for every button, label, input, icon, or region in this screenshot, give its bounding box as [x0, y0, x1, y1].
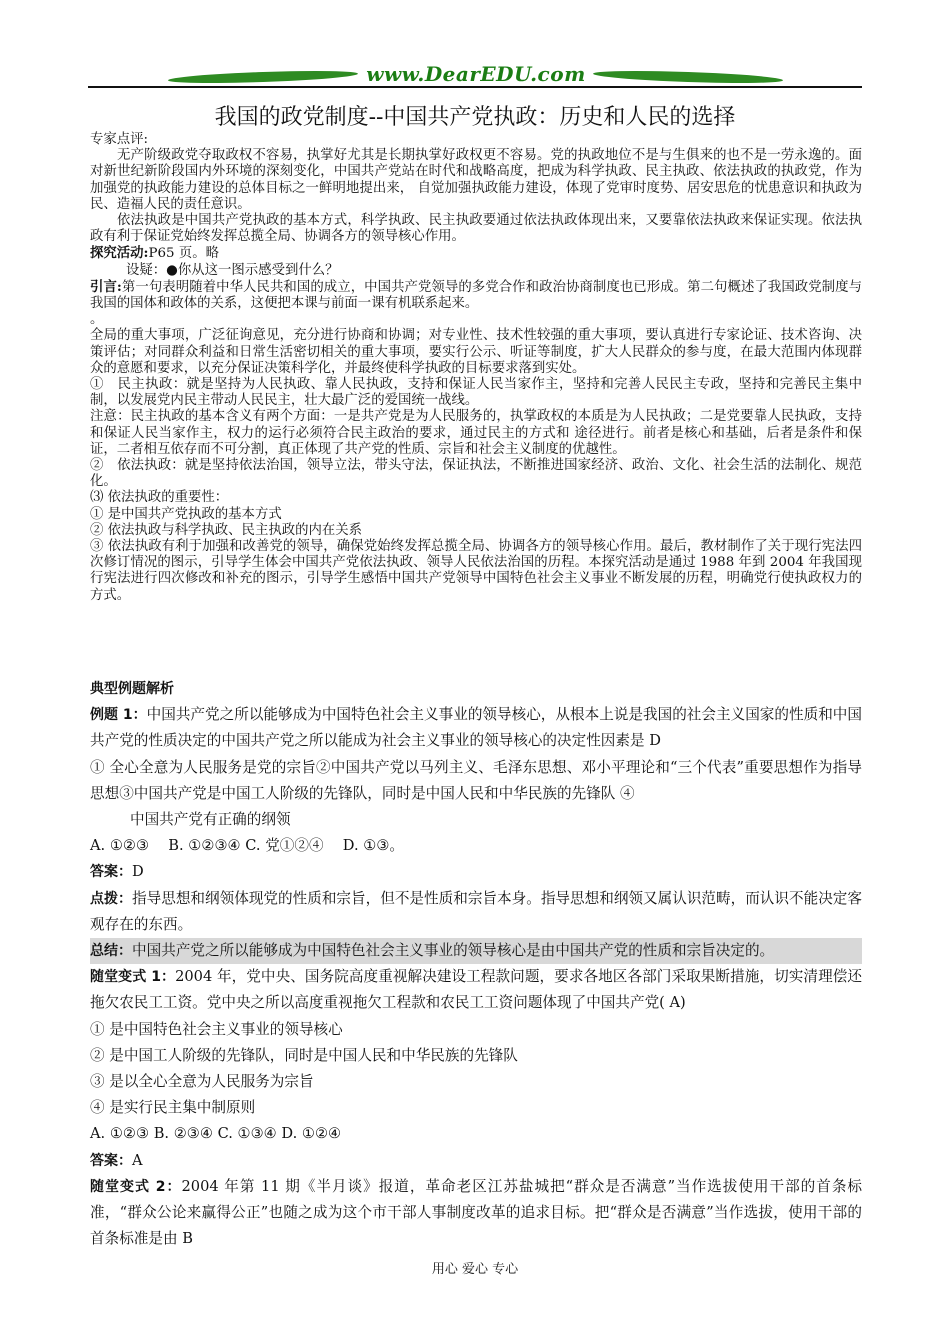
variant2-stem-text: 2004 年第 11 期《半月谈》报道，革命老区江苏盐城把“群众是否满意”当作选拔使用干部的首条标准，“群众公论来赢得公正”也随之成为这个市干部人事制度改革的追求目标。把“群众是否满意”当作选拔，使用干部的首条标准是由 B — [90, 1177, 862, 1248]
importance-item: ③ 依法执政有利于加强和改善党的领导，确保党始终发挥总揽全局、协调各方的领导核心作用。最后，教材制作了关于现行宪法四次修订情况的图示，引导学生体会中国共产党依法执政、领导人民依法治国的历程。本探究活动是通过 1988 年到 2004 年我国现行宪法进行四次修改和补充的图示，引导学生感悟中国共产党领导中国特色社会主义事业不断发展的历程，明确党行使执政权力的方式。 — [90, 539, 862, 603]
site-logo[interactable]: www.DearEDU.com — [366, 62, 586, 86]
activity-text: P65 页。略 — [148, 246, 219, 262]
intro-label: 引言: — [90, 278, 122, 295]
intro-text: 第一句表明随着中华人民共和国的成立，中国共产党领导的多党合作和政治协商制度也已形成。第二句概述了我国政党制度与我国的国体和政体的关系，这便把本课与前面一课有机联系起来。 — [90, 279, 862, 312]
expert-paragraph-1: 无产阶级政党夺取政权不容易，执掌好尤其是长期执掌好政权更不容易。党的执政地位不是与生俱来的也不是一劳永逸的。面对新世纪新阶段国内外环境的深刻变化，中国共产党站在时代和战略高度，把成为科学执政、民主执政、依法执政的执政党，作为加强党的执政能力建设的总体目标之一鲜明地提出来， 自觉加强执政能力建设，体现了党审时度势、居安思危的忧患意识和执政为民、造福人民的责任意识。 — [90, 148, 862, 212]
example1-stem-text: 中国共产党之所以能够成为中国特色社会主义事业的领导核心，从根本上说是我国的社会主义国家的性质和中国共产党的性质决定的中国共产党之所以能成为社会主义事业的领导核心的决定性因素是 D — [90, 706, 862, 750]
example1-answer-label: 答案： — [90, 864, 132, 881]
example1-label: 例题 1： — [90, 707, 147, 724]
header-swoosh-left — [168, 69, 358, 86]
example1-choices: A. ①②③ B. ①②③④ C. 党①②④ D. ①③。 — [90, 837, 405, 855]
page-title: 我国的政党制度--中国共产党执政：历史和人民的选择 — [214, 105, 736, 130]
example1-tip-label: 点拨： — [90, 890, 133, 907]
document-lower-body — [90, 676, 862, 1252]
variant1-answer-value: A — [132, 1151, 143, 1169]
example1-tip — [90, 886, 862, 938]
variant1-answer — [90, 1148, 862, 1174]
example1-summary — [90, 938, 862, 964]
site-header — [88, 60, 862, 90]
variant1-item: ① 是中国特色社会主义事业的领导核心 — [90, 1020, 343, 1038]
note-paragraph: 注意：民主执政的基本含义有两个方面：一是共产党是为人民服务的，执掌政权的本质是为人民执政；二是党要靠人民执政，支持和保证人民当家作主，权力的运行必须符合民主政治的要求，通过民主的方式和 途径进行。前者是核心和基础，后者是条件和保证，二者相互依存而不可分割，真正体现了共产党的性质、宗旨和社会主义制度的优越性。 — [90, 409, 862, 457]
variant1-item: ② 是中国工人阶级的先锋队，同时是中国人民和中华民族的先锋队 — [90, 1046, 518, 1064]
democratic-paragraph: ① 民主执政：就是坚持为人民执政、靠人民执政，支持和保证人民当家作主，坚持和完善人民民主专政，坚持和完善民主集中制，以发展党内民主带动人民民主，壮大最广泛的爱国统一战线。 — [90, 377, 862, 409]
example1-tip-text: 指导思想和纲领体现党的性质和宗旨，但不是性质和宗旨本身。指导思想和纲领又属认识范畴，而认识不能决定客观存在的东西。 — [90, 889, 863, 933]
header-swoosh-right — [593, 69, 783, 86]
importance-item: ① 是中国共产党执政的基本方式 — [90, 506, 282, 522]
page-footer: 用心 爱心 专心 — [431, 1262, 519, 1277]
example1-stem — [90, 702, 862, 754]
question-line: 设疑：●你从这一图示感受到什么？ — [126, 262, 339, 278]
example1-options: ① 全心全意为人民服务是党的宗旨②中国共产党以马列主义、毛泽东思想、邓小平理论和“三个代表”重要思想作为指导思想③中国共产党是中国工人阶级的先锋队，同时是中国人民和中华民族的先锋队 ④ — [90, 758, 862, 802]
activity-line — [90, 245, 862, 262]
example1-summary-text: 中国共产党之所以能够成为中国特色社会主义事业的领导核心是由中国共产党的性质和宗旨决定的。 — [132, 942, 775, 960]
variant1-item: ③ 是以全心全意为人民服务为宗旨 — [90, 1073, 314, 1091]
variant1-stem-text: 2004 年，党中央、国务院高度重视解决建设工程款问题，要求各地区各部门采取果断措施，切实清理偿还拖欠农民工工资。党中央之所以高度重视拖欠工程款和农民工工资问题体现了中国共产党( A) — [90, 968, 862, 1012]
document-upper-body — [90, 132, 862, 604]
section-heading: 典型例题解析 — [90, 681, 174, 697]
variant1-item: ④ 是实行民主集中制原则 — [90, 1099, 256, 1117]
intro-paragraph — [90, 279, 862, 312]
decision-paragraph: 全局的重大事项，广泛征询意见，充分进行协商和协调；对专业性、技术性较强的重大事项，要认真进行专家论证、技术咨询、决策评估；对同群众利益和日常生活密切相关的重大事项，要实行公示、听证等制度，扩大人民群众的参与度，在最大范围内体现群众的意愿和要求，以充分保证决策科学化，并最终使科学执政的目标要求落到实处。 — [90, 328, 862, 376]
example1-options-cont: 中国共产党有正确的纲领 — [130, 811, 291, 829]
variant1-stem — [90, 964, 862, 1016]
variant1-label: 随堂变式 1： — [90, 969, 176, 986]
variant1-choices: A. ①②③ B. ②③④ C. ①③④ D. ①②④ — [90, 1125, 342, 1143]
header-rule — [88, 86, 862, 88]
example1-answer-value: D — [132, 863, 144, 881]
dot-line: 。 — [90, 312, 104, 328]
importance-heading: ⑶ 依法执政的重要性： — [90, 490, 229, 506]
lawful-paragraph: ② 依法执政：就是坚持依法治国，领导立法，带头守法，保证执法，不断推进国家经济、政治、文化、社会生活的法制化、规范化。 — [90, 458, 862, 490]
variant1-answer-label: 答案： — [90, 1152, 132, 1169]
expert-heading: 专家点评: — [90, 132, 149, 147]
variant2-label: 随堂变式 2： — [90, 1178, 182, 1195]
importance-item: ② 依法执政与科学执政、民主执政的内在关系 — [90, 522, 363, 538]
example1-summary-label: 总结： — [90, 943, 132, 960]
activity-label: 探究活动: — [90, 245, 149, 262]
expert-paragraph-2: 依法执政是中国共产党执政的基本方式，科学执政、民主执政要通过依法执政体现出来，又要靠依法执政来保证实现。依法执政有利于保证党始终发挥总揽全局、协调各方的领导核心作用。 — [90, 213, 862, 245]
variant2-stem — [90, 1174, 862, 1253]
example1-answer — [90, 859, 862, 885]
